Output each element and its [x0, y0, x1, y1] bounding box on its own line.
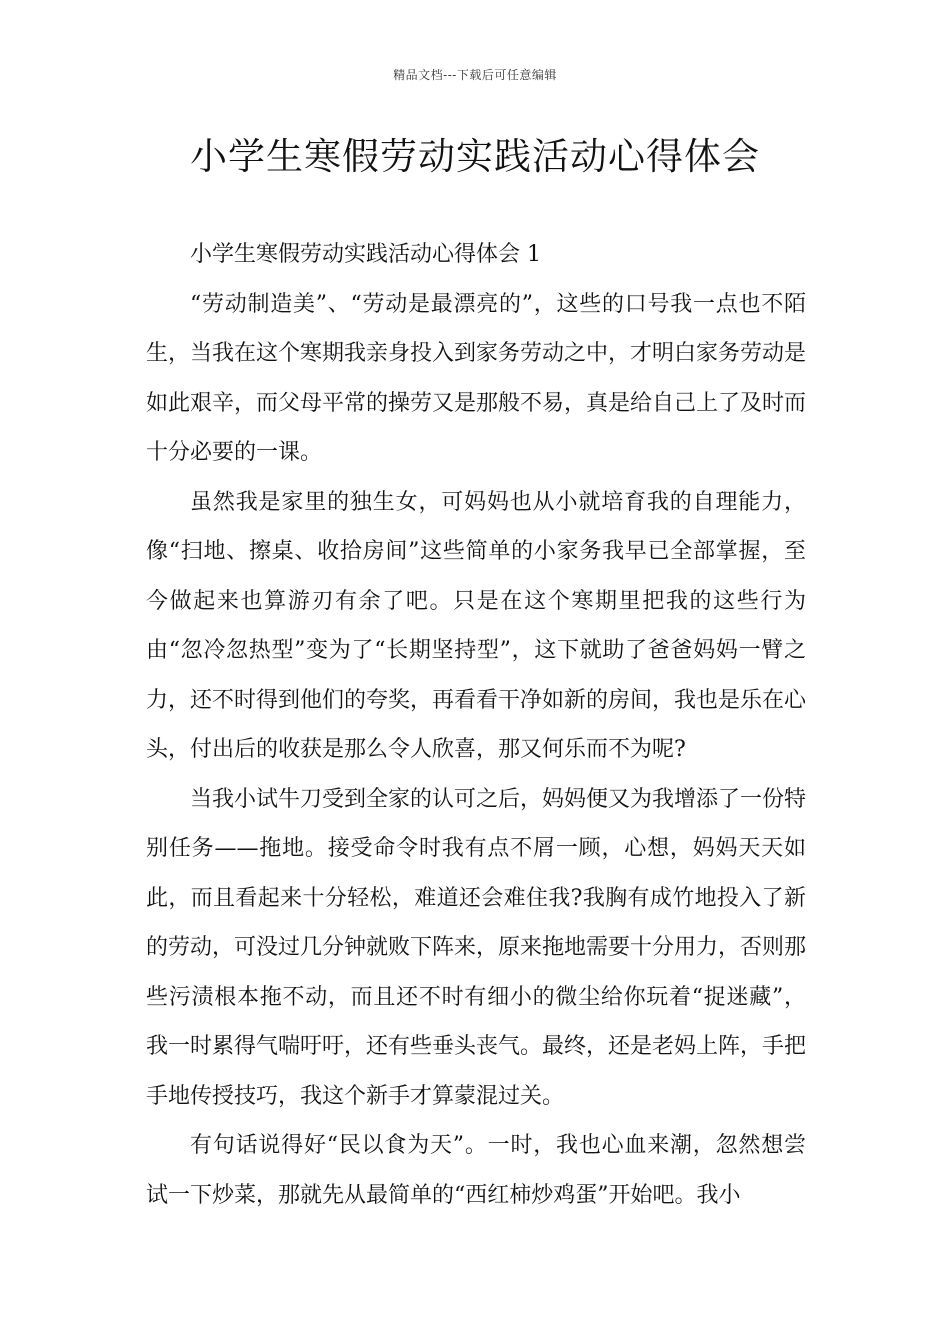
paragraph: 虽然我是家里的独生女，可妈妈也从小就培育我的自理能力，像“扫地、擦桌、收拾房间”这些简单的小家务我早已全部掌握，至今做起来也算游刃有余了吧。只是在这个寒期里把我的这些行为由“忽冷忽热型”变为了“长期坚持型”，这下就助了爸爸妈妈一臂之力，还不时得到他们的夸奖，再看看干净如新的房间，我也是乐在心头，付出后的收获是那么令人欣喜，那又何乐而不为呢?: [146, 489, 807, 762]
section-subtitle: 小学生寒假劳动实践活动心得体会 1: [190, 242, 541, 267]
paragraph: 当我小试牛刀受到全家的认可之后，妈妈便又为我增添了一份特别任务——拖地。接受命令时我有点不屑一顾，心想，妈妈天天如此，而且看起来十分轻松，难道还会难住我?我胸有成竹地投入了新的劳动，可没过几分钟就败下阵来，原来拖地需要十分用力，否则那些污渍根本拖不动，而且还不时有细小的微尘给你玩着“捉迷藏”，我一时累得气喘吁吁，还有些垂头丧气。最终，还是老妈上阵，手把手地传授技巧，我这个新手才算蒙混过关。: [146, 786, 807, 1109]
paragraph: 有句话说得好“民以食为天”。一时，我也心血来潮，忽然想尝试一下炒菜，那就先从最简单的“西红柿炒鸡蛋”开始吧。我小: [146, 1133, 806, 1208]
header-note: 精品文档---下载后可任意编辑: [393, 68, 557, 82]
paragraph: “劳动制造美”、“劳动是最漂亮的”，这些的口号我一点也不陌生，当我在这个寒期我亲身投入到家务劳动之中，才明白家务劳动是如此艰辛，而父母平常的操劳又是那般不易，真是给自己上了及时而十分必要的一课。: [146, 291, 807, 465]
document-body: [146, 230, 806, 1220]
document-title: 小学生寒假劳动实践活动心得体会: [190, 135, 760, 178]
